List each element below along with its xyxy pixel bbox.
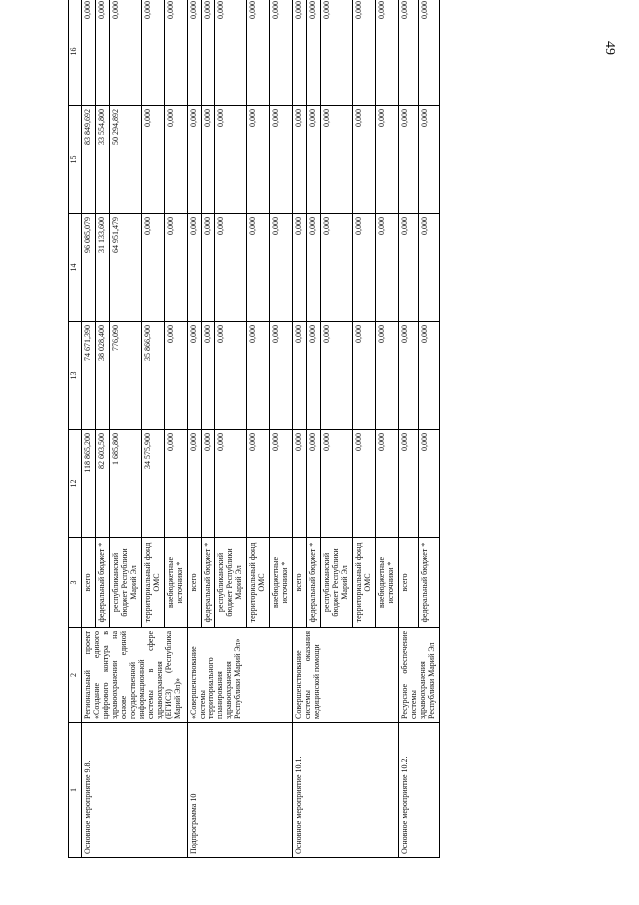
- amount-cell: 0,000: [164, 214, 187, 322]
- amount-cell: 0,000: [321, 106, 353, 214]
- column-header: 13: [69, 322, 82, 430]
- amount-cell: 0,000: [375, 214, 398, 322]
- amount-cell: 35 866,900: [141, 322, 164, 430]
- amount-cell: 0,000: [293, 322, 307, 430]
- amount-cell: 0,000: [398, 322, 418, 430]
- amount-cell: 0,000: [375, 106, 398, 214]
- amount-cell: 64 951,479: [109, 214, 141, 322]
- amount-cell: 38 028,400: [95, 322, 109, 430]
- amount-cell: 0,000: [215, 322, 247, 430]
- amount-cell: 0,000: [215, 430, 247, 538]
- amount-cell: 0,000: [321, 430, 353, 538]
- measure-code: Основное мероприятие 9.8.: [82, 723, 188, 858]
- measure-code: Подпрограмма 10: [187, 723, 293, 858]
- amount-cell: 0,000: [321, 322, 353, 430]
- amount-cell: 0,000: [419, 0, 439, 106]
- amount-cell: 0,000: [164, 0, 187, 106]
- table-body: [82, 0, 440, 858]
- amount-cell: 0,000: [352, 214, 375, 322]
- amount-cell: 0,000: [352, 0, 375, 106]
- funding-source: всего: [82, 538, 96, 628]
- amount-cell: 0,000: [307, 0, 321, 106]
- funding-source: республиканский бюджет Республики Марий Эл: [215, 538, 247, 628]
- amount-cell: 0,000: [419, 322, 439, 430]
- amount-cell: 0,000: [307, 430, 321, 538]
- table-row: [82, 0, 96, 858]
- amount-cell: 0,000: [270, 0, 293, 106]
- amount-cell: 31 133,600: [95, 214, 109, 322]
- amount-cell: 0,000: [187, 430, 201, 538]
- measure-description: Региональный проект «Создание единого цифрового контура в здравоохранении на основе единой государственной информационной системы в сфере здравоохранения (ЕГИСЗ) (Республика Марий Эл)»: [82, 628, 188, 723]
- amount-cell: 0,000: [352, 430, 375, 538]
- amount-cell: 0,000: [82, 0, 96, 106]
- amount-cell: 0,000: [270, 214, 293, 322]
- amount-cell: 0,000: [215, 0, 247, 106]
- amount-cell: 0,000: [187, 0, 201, 106]
- amount-cell: 0,000: [141, 214, 164, 322]
- amount-cell: 0,000: [270, 322, 293, 430]
- amount-cell: 0,000: [215, 214, 247, 322]
- amount-cell: 0,000: [307, 214, 321, 322]
- amount-cell: 0,000: [419, 106, 439, 214]
- measure-code: Основное мероприятие 10.1.: [293, 723, 399, 858]
- amount-cell: 0,000: [187, 106, 201, 214]
- amount-cell: 0,000: [109, 0, 141, 106]
- amount-cell: 0,000: [307, 322, 321, 430]
- funding-source: всего: [293, 538, 307, 628]
- amount-cell: 0,000: [95, 0, 109, 106]
- amount-cell: 0,000: [419, 214, 439, 322]
- amount-cell: 0,000: [398, 0, 418, 106]
- amount-cell: 0,000: [164, 322, 187, 430]
- amount-cell: 0,000: [201, 106, 215, 214]
- measure-code: Основное мероприятие 10.2.: [398, 723, 439, 858]
- header-row: [69, 0, 82, 858]
- amount-cell: 82 603,500: [95, 430, 109, 538]
- amount-cell: 0,000: [321, 214, 353, 322]
- funding-source: территориальный фонд ОМС: [141, 538, 164, 628]
- amount-cell: 0,000: [270, 430, 293, 538]
- amount-cell: 0,000: [307, 106, 321, 214]
- funding-source: внебюджетные источники *: [164, 538, 187, 628]
- funding-source: внебюджетные источники *: [270, 538, 293, 628]
- amount-cell: 0,000: [164, 106, 187, 214]
- rotated-page: [68, 0, 628, 858]
- amount-cell: 0,000: [201, 0, 215, 106]
- amount-cell: 118 865,200: [82, 430, 96, 538]
- measure-description: Ресурсное обеспечение системы здравоохранения Республики Марий Эл: [398, 628, 439, 723]
- funding-source: территориальный фонд ОМС: [352, 538, 375, 628]
- amount-cell: 0,000: [201, 214, 215, 322]
- amount-cell: 0,000: [201, 430, 215, 538]
- amount-cell: 74 671,390: [82, 322, 96, 430]
- funding-source: республиканский бюджет Республики Марий Эл: [321, 538, 353, 628]
- amount-cell: 83 849,692: [82, 106, 96, 214]
- amount-cell: 0,000: [247, 322, 270, 430]
- funding-source: территориальный фонд ОМС: [247, 538, 270, 628]
- amount-cell: 1 685,800: [109, 430, 141, 538]
- amount-cell: 34 575,900: [141, 430, 164, 538]
- column-header: 1: [69, 723, 82, 858]
- funding-source: республиканский бюджет Республики Марий Эл: [109, 538, 141, 628]
- measure-description: Совершенствование системы оказания медицинской помощи: [293, 628, 399, 723]
- amount-cell: 96 085,079: [82, 214, 96, 322]
- funding-source: федеральный бюджет *: [201, 538, 215, 628]
- table-row: [293, 0, 307, 858]
- amount-cell: 0,000: [201, 322, 215, 430]
- amount-cell: 0,000: [215, 106, 247, 214]
- amount-cell: 0,000: [247, 430, 270, 538]
- amount-cell: 0,000: [270, 106, 293, 214]
- amount-cell: 0,000: [141, 106, 164, 214]
- amount-cell: 0,000: [398, 106, 418, 214]
- column-header: 15: [69, 106, 82, 214]
- amount-cell: 0,000: [352, 106, 375, 214]
- amount-cell: 0,000: [375, 430, 398, 538]
- page-number: 49: [602, 41, 617, 55]
- amount-cell: 0,000: [375, 0, 398, 106]
- funding-source: федеральный бюджет *: [419, 538, 439, 628]
- amount-cell: 0,000: [352, 322, 375, 430]
- column-header: 2: [69, 628, 82, 723]
- amount-cell: 0,000: [247, 214, 270, 322]
- amount-cell: 0,000: [141, 0, 164, 106]
- funding-source: внебюджетные источники *: [375, 538, 398, 628]
- table-row: [187, 0, 201, 858]
- amount-cell: 0,000: [187, 322, 201, 430]
- column-header: 16: [69, 0, 82, 106]
- amount-cell: 0,000: [419, 430, 439, 538]
- amount-cell: 0,000: [398, 430, 418, 538]
- amount-cell: 50 294,892: [109, 106, 141, 214]
- amount-cell: 776,090: [109, 322, 141, 430]
- funding-source: федеральный бюджет *: [307, 538, 321, 628]
- amount-cell: 0,000: [247, 0, 270, 106]
- column-header: 12: [69, 430, 82, 538]
- amount-cell: 0,000: [398, 214, 418, 322]
- amount-cell: 0,000: [293, 0, 307, 106]
- measure-description: «Совершенствование системы территориального планирования здравоохранения Республики Марий Эл»: [187, 628, 293, 723]
- amount-cell: 0,000: [293, 214, 307, 322]
- amount-cell: 0,000: [375, 322, 398, 430]
- funding-source: всего: [187, 538, 201, 628]
- amount-cell: 0,000: [293, 106, 307, 214]
- table-row: [398, 0, 418, 858]
- amount-cell: 0,000: [187, 214, 201, 322]
- funding-source: федеральный бюджет *: [95, 538, 109, 628]
- amount-cell: 0,000: [247, 106, 270, 214]
- amount-cell: 0,000: [164, 430, 187, 538]
- amount-cell: 0,000: [321, 0, 353, 106]
- funding-source: всего: [398, 538, 418, 628]
- amount-cell: 0,000: [293, 430, 307, 538]
- budget-table: [68, 0, 440, 858]
- column-header: 3: [69, 538, 82, 628]
- amount-cell: 33 554,800: [95, 106, 109, 214]
- column-header: 14: [69, 214, 82, 322]
